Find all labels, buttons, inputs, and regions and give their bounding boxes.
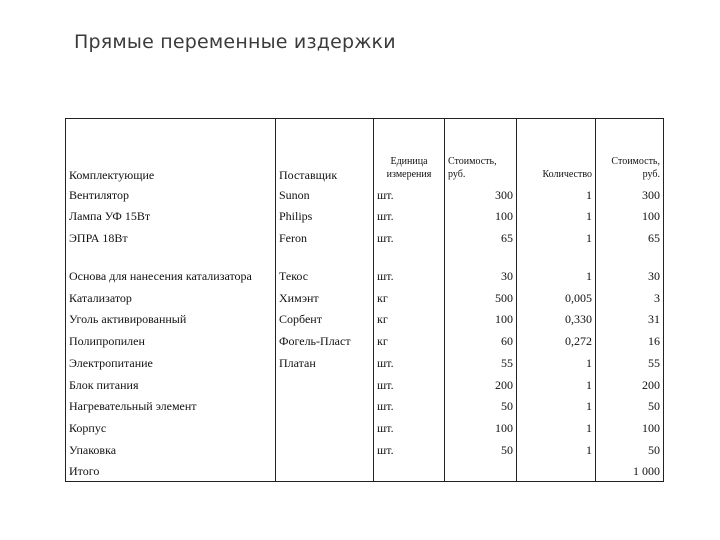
table-row bbox=[66, 308, 664, 330]
header-supplier: Поставщик bbox=[276, 119, 374, 184]
cell-component: Катализатор bbox=[66, 286, 276, 308]
cell-component: Корпус bbox=[66, 416, 276, 438]
cell-unit-cost: 300 bbox=[445, 183, 517, 205]
cell-supplier: Сорбент bbox=[276, 308, 374, 330]
cell-component: Вентилятор bbox=[66, 183, 276, 205]
cell-component: Основа для нанесения катализатора bbox=[66, 248, 276, 286]
cell-total-cost: 65 bbox=[596, 226, 664, 248]
cell-quantity: 1 bbox=[517, 226, 596, 248]
cell-quantity: 1 bbox=[517, 438, 596, 460]
header-total-cost: Стоимость, руб. bbox=[596, 119, 664, 184]
table-row bbox=[66, 226, 664, 248]
empty-cell bbox=[445, 460, 517, 482]
cell-total-cost: 50 bbox=[596, 395, 664, 417]
cell-quantity: 1 bbox=[517, 395, 596, 417]
cell-unit-cost: 65 bbox=[445, 226, 517, 248]
cell-unit-cost: 200 bbox=[445, 373, 517, 395]
cell-unit-cost: 500 bbox=[445, 286, 517, 308]
cell-supplier: Philips bbox=[276, 205, 374, 227]
cell-supplier bbox=[276, 438, 374, 460]
cell-component: Нагревательный элемент bbox=[66, 395, 276, 417]
cell-unit: шт. bbox=[374, 373, 445, 395]
cell-unit-cost: 100 bbox=[445, 416, 517, 438]
table-row bbox=[66, 329, 664, 351]
cell-supplier bbox=[276, 416, 374, 438]
cell-supplier bbox=[276, 395, 374, 417]
cell-unit: шт. bbox=[374, 248, 445, 286]
cell-unit: шт. bbox=[374, 395, 445, 417]
cell-component: Лампа УФ 15Вт bbox=[66, 205, 276, 227]
cell-total-cost: 100 bbox=[596, 416, 664, 438]
table-header-row bbox=[66, 119, 664, 184]
cell-quantity: 1 bbox=[517, 205, 596, 227]
table-row bbox=[66, 286, 664, 308]
cell-quantity: 1 bbox=[517, 416, 596, 438]
cell-component: Уголь активированный bbox=[66, 308, 276, 330]
cell-component: Упаковка bbox=[66, 438, 276, 460]
cell-component: Электропитание bbox=[66, 351, 276, 373]
total-value: 1 000 bbox=[596, 460, 664, 482]
header-unit: Единица измерения bbox=[374, 119, 445, 184]
empty-cell bbox=[374, 460, 445, 482]
header-unit-cost: Стоимость, руб. bbox=[445, 119, 517, 184]
cell-unit: шт. bbox=[374, 226, 445, 248]
cell-supplier: Feron bbox=[276, 226, 374, 248]
table-row bbox=[66, 183, 664, 205]
cell-quantity: 0,005 bbox=[517, 286, 596, 308]
cell-total-cost: 16 bbox=[596, 329, 664, 351]
cell-unit-cost: 30 bbox=[445, 248, 517, 286]
cell-total-cost: 30 bbox=[596, 248, 664, 286]
cell-unit: шт. bbox=[374, 438, 445, 460]
cell-component: ЭПРА 18Вт bbox=[66, 226, 276, 248]
cell-component: Полипропилен bbox=[66, 329, 276, 351]
empty-cell bbox=[517, 460, 596, 482]
cell-total-cost: 50 bbox=[596, 438, 664, 460]
cell-supplier: Текос bbox=[276, 248, 374, 286]
cell-total-cost: 100 bbox=[596, 205, 664, 227]
cell-unit: шт. bbox=[374, 205, 445, 227]
header-quantity: Количество bbox=[517, 119, 596, 184]
total-label: Итого bbox=[66, 460, 276, 482]
cell-supplier: Фогель-Пласт bbox=[276, 329, 374, 351]
table-total-row bbox=[66, 460, 664, 482]
cell-unit: кг bbox=[374, 329, 445, 351]
empty-cell bbox=[276, 460, 374, 482]
cell-total-cost: 200 bbox=[596, 373, 664, 395]
header-component: Комплектующие bbox=[66, 119, 276, 184]
cell-quantity: 1 bbox=[517, 351, 596, 373]
cell-unit: шт. bbox=[374, 183, 445, 205]
table-row bbox=[66, 416, 664, 438]
cell-unit: кг bbox=[374, 286, 445, 308]
table-row bbox=[66, 438, 664, 460]
cell-unit-cost: 60 bbox=[445, 329, 517, 351]
table-row bbox=[66, 395, 664, 417]
cell-total-cost: 55 bbox=[596, 351, 664, 373]
cell-unit-cost: 100 bbox=[445, 205, 517, 227]
cell-supplier: Sunon bbox=[276, 183, 374, 205]
cell-supplier bbox=[276, 373, 374, 395]
cell-quantity: 1 bbox=[517, 248, 596, 286]
cell-unit: кг bbox=[374, 308, 445, 330]
cell-quantity: 1 bbox=[517, 373, 596, 395]
cell-unit-cost: 55 bbox=[445, 351, 517, 373]
cell-component: Блок питания bbox=[66, 373, 276, 395]
table-row bbox=[66, 205, 664, 227]
cell-quantity: 1 bbox=[517, 183, 596, 205]
cell-quantity: 0,272 bbox=[517, 329, 596, 351]
cell-supplier: Платан bbox=[276, 351, 374, 373]
costs-table bbox=[65, 118, 664, 482]
cell-total-cost: 31 bbox=[596, 308, 664, 330]
table-row bbox=[66, 373, 664, 395]
page-title: Прямые переменные издержки bbox=[74, 31, 396, 53]
table-row bbox=[66, 248, 664, 286]
cell-quantity: 0,330 bbox=[517, 308, 596, 330]
cell-unit-cost: 50 bbox=[445, 438, 517, 460]
table-row bbox=[66, 351, 664, 373]
cell-supplier: Химэнт bbox=[276, 286, 374, 308]
cell-unit-cost: 100 bbox=[445, 308, 517, 330]
cell-total-cost: 3 bbox=[596, 286, 664, 308]
cell-unit: шт. bbox=[374, 351, 445, 373]
cell-unit-cost: 50 bbox=[445, 395, 517, 417]
cell-total-cost: 300 bbox=[596, 183, 664, 205]
cell-unit: шт. bbox=[374, 416, 445, 438]
